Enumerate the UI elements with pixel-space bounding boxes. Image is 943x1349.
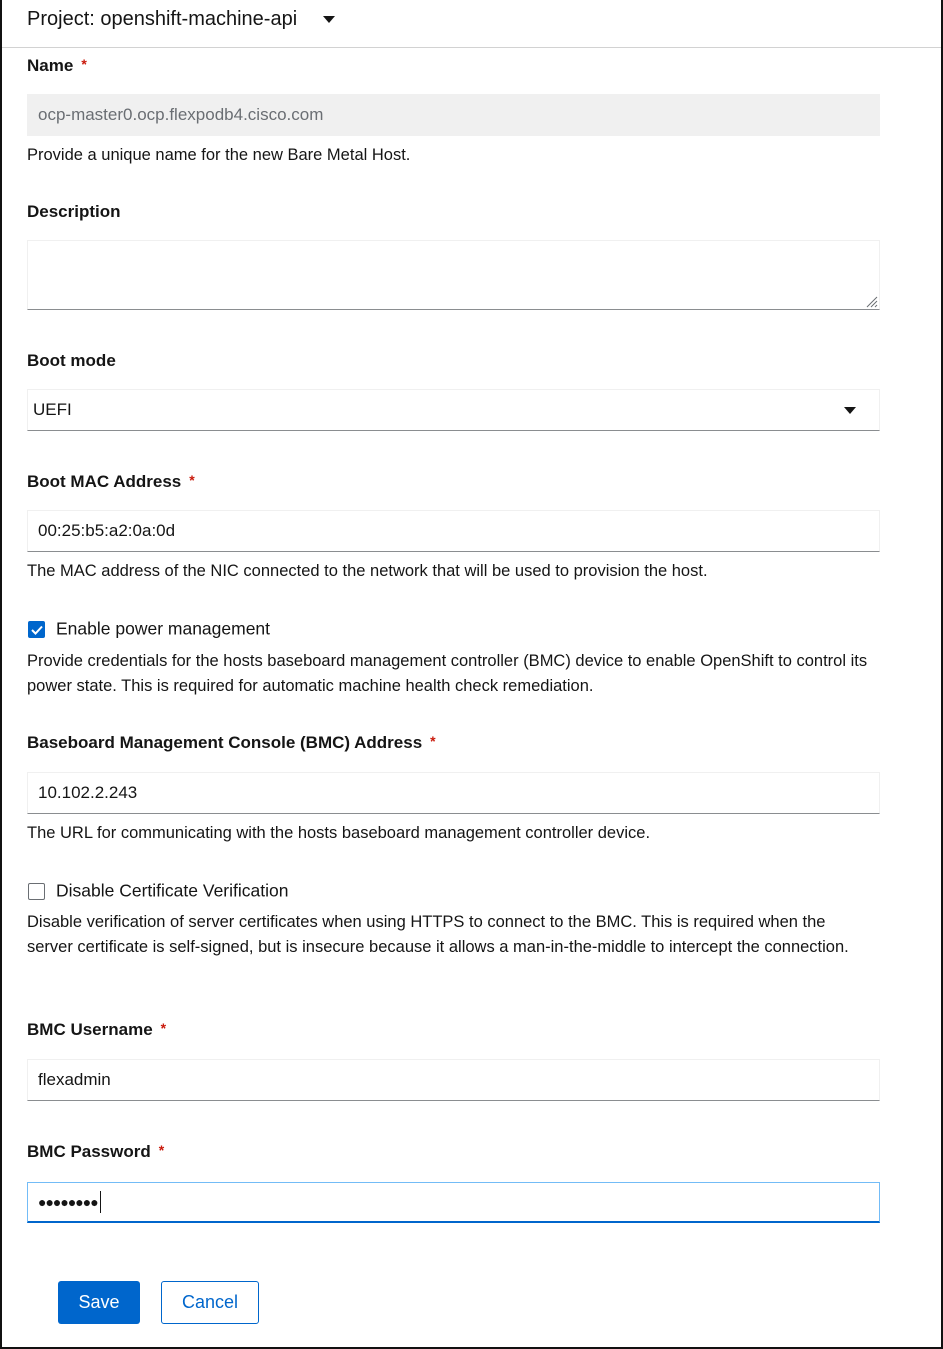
bmc-password-input[interactable]: ●●●●●●●● bbox=[27, 1182, 880, 1223]
name-help: Provide a unique name for the new Bare Metal Host. bbox=[27, 146, 411, 164]
boot-mac-input[interactable]: 00:25:b5:a2:0a:0d bbox=[27, 510, 880, 552]
disable-cert-checkbox[interactable] bbox=[28, 883, 45, 900]
boot-mode-label: Boot mode bbox=[27, 351, 116, 370]
bmc-password-label: BMC Password * bbox=[27, 1142, 165, 1161]
boot-mac-label: Boot MAC Address * bbox=[27, 472, 195, 491]
resize-handle-icon[interactable] bbox=[866, 296, 878, 308]
power-management-label: Enable power management bbox=[56, 618, 271, 639]
caret-down-icon bbox=[844, 407, 856, 414]
cancel-button[interactable]: Cancel bbox=[161, 1281, 259, 1324]
project-label: Project: openshift-machine-api bbox=[27, 8, 298, 30]
bmc-username-input[interactable]: flexadmin bbox=[27, 1059, 880, 1101]
project-selector[interactable] bbox=[27, 8, 335, 31]
power-management-checkbox[interactable] bbox=[28, 621, 45, 638]
header-divider bbox=[2, 47, 941, 48]
bmc-address-help: The URL for communicating with the hosts baseboard management controller device. bbox=[27, 824, 651, 842]
required-indicator: * bbox=[81, 56, 87, 72]
description-label: Description bbox=[27, 202, 121, 221]
boot-mac-help: The MAC address of the NIC connected to the network that will be used to provision the host. bbox=[27, 562, 708, 580]
caret-down-icon bbox=[323, 16, 335, 23]
bmc-username-label: BMC Username * bbox=[27, 1020, 167, 1039]
disable-cert-label: Disable Certificate Verification bbox=[56, 880, 289, 901]
save-button[interactable]: Save bbox=[58, 1281, 140, 1324]
bmc-address-input[interactable]: 10.102.2.243 bbox=[27, 772, 880, 814]
disable-cert-help: Disable verification of server certificates when using HTTPS to connect to the BMC. This is required when the server certificate is self-signed, but is insecure because it allows a man-in-the-middle to intercept the connection. bbox=[27, 913, 849, 956]
description-textarea[interactable] bbox=[27, 240, 880, 310]
name-label: Name * bbox=[27, 56, 87, 75]
name-input[interactable]: ocp-master0.ocp.flexpodb4.cisco.com bbox=[27, 94, 880, 136]
bmc-address-label: Baseboard Management Console (BMC) Address * bbox=[27, 733, 436, 752]
checkmark-icon bbox=[31, 625, 43, 635]
power-management-help: Provide credentials for the hosts baseboard management controller (BMC) device to enable OpenShift to control its power state. This is required for automatic machine health check remediation. bbox=[27, 652, 868, 695]
boot-mode-select[interactable]: UEFI bbox=[27, 389, 880, 431]
